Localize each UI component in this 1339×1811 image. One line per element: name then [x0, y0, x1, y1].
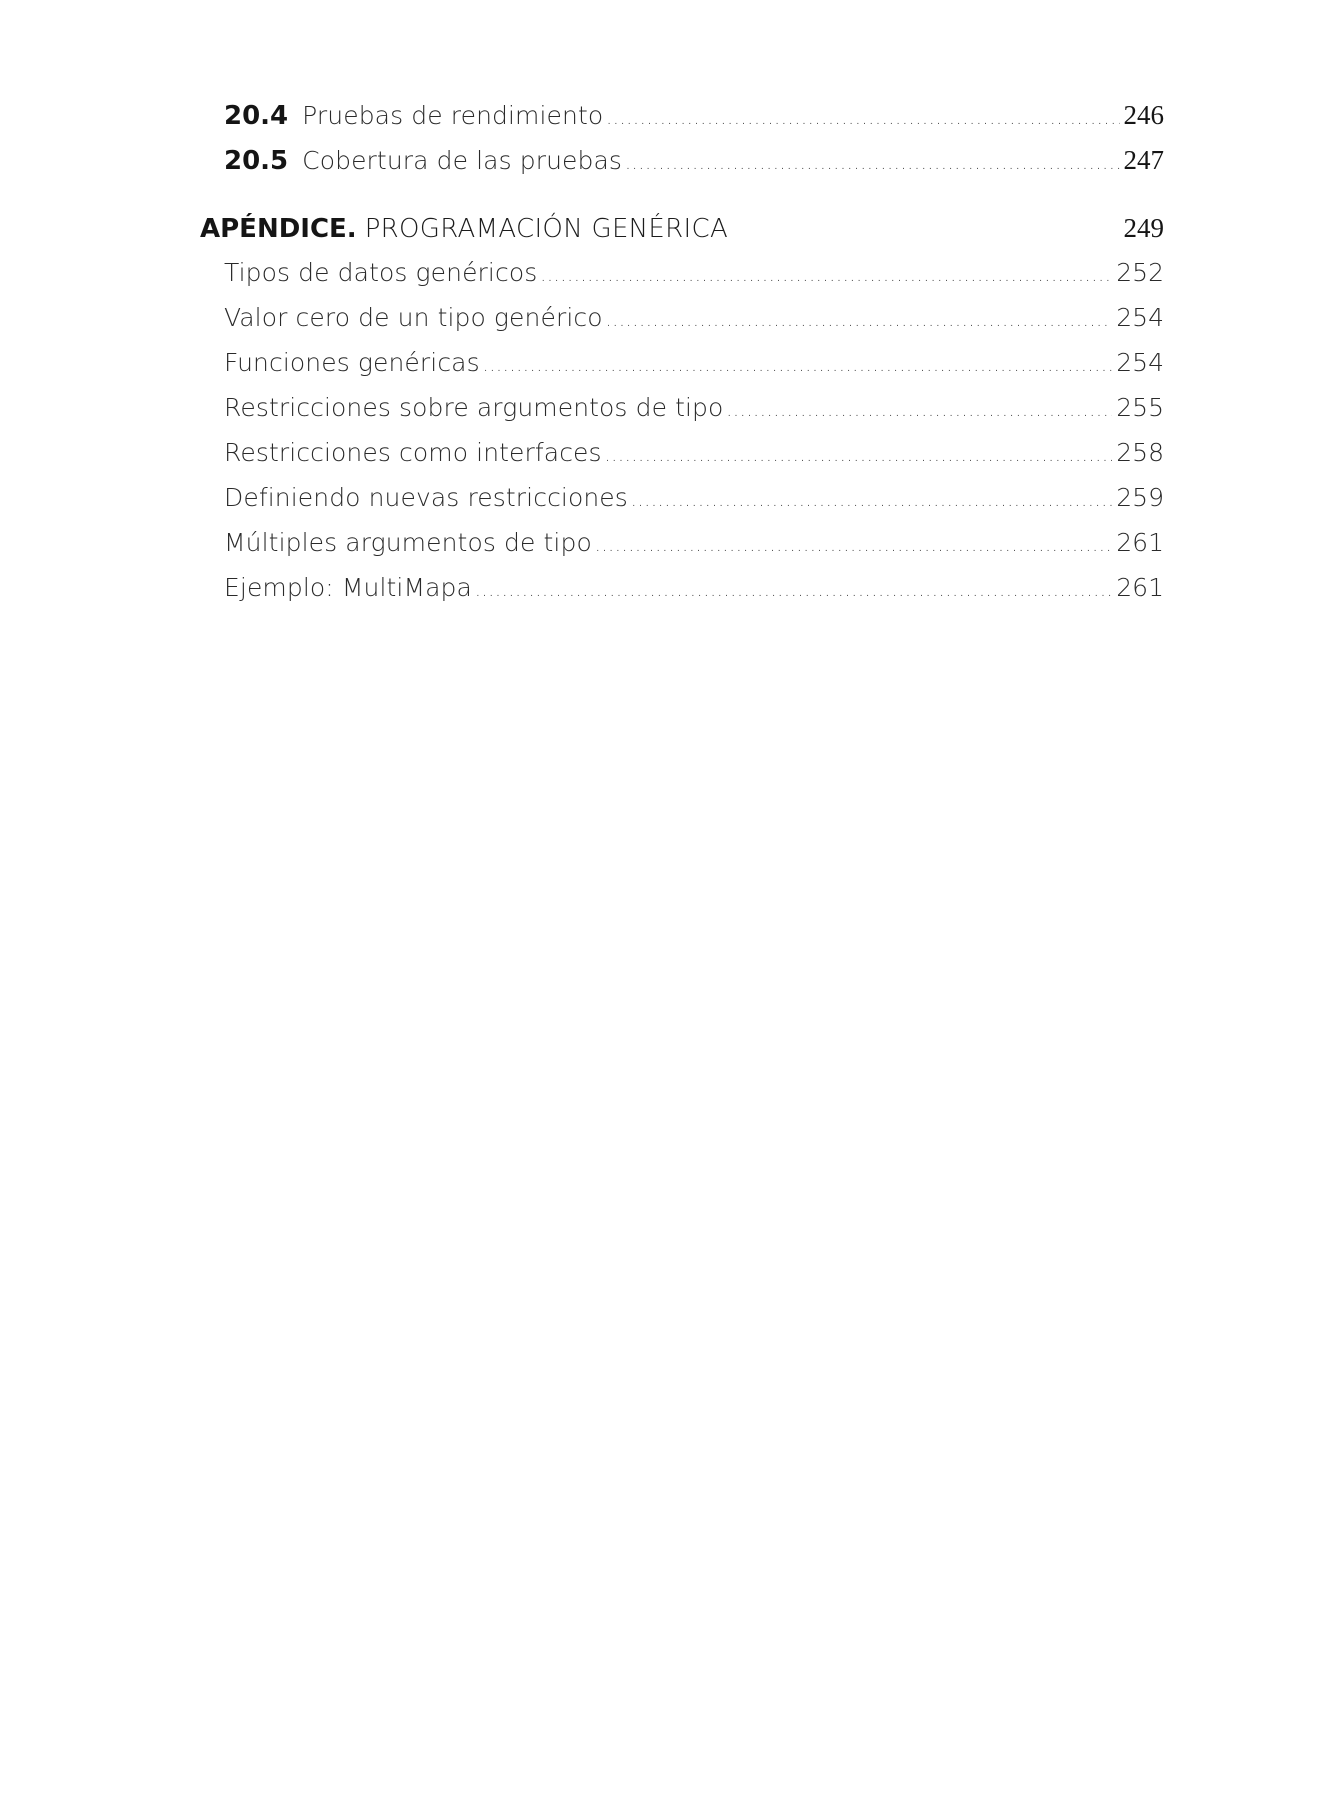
toc-entry-appendix-item[interactable]	[224, 253, 1164, 293]
dot-leader	[483, 346, 1113, 386]
dot-leader	[595, 526, 1112, 566]
toc-entry-appendix-item[interactable]	[224, 478, 1164, 518]
entry-title: Restricciones como interfaces	[224, 438, 602, 467]
dot-leader	[631, 481, 1112, 521]
page-number: 249	[1123, 213, 1164, 243]
entry-title: Valor cero de un tipo genérico	[224, 303, 603, 332]
section-title: Cobertura de las pruebas	[302, 146, 623, 175]
toc-entry-section-20-4[interactable]	[224, 95, 1164, 135]
page-number: 254	[1116, 348, 1164, 377]
page-number: 255	[1116, 393, 1164, 422]
page-number: 259	[1116, 483, 1164, 512]
appendix-title: PROGRAMACIÓN GENÉRICA	[364, 214, 729, 244]
toc-entry-appendix-item[interactable]	[224, 298, 1164, 338]
page-number: 254	[1116, 303, 1164, 332]
entry-title: Ejemplo: MultiMapa	[224, 573, 472, 602]
entry-title: Tipos de datos genéricos	[224, 258, 538, 287]
toc-entry-appendix-item[interactable]	[224, 343, 1164, 383]
dot-leader	[606, 301, 1113, 341]
dot-leader	[475, 571, 1112, 611]
page-number: 252	[1116, 258, 1164, 287]
section-number: 20.4	[224, 101, 289, 131]
page-number: 261	[1116, 528, 1164, 557]
toc-entry-appendix[interactable]	[200, 208, 1164, 248]
dot-leader	[605, 436, 1113, 476]
toc-entry-appendix-item[interactable]	[224, 523, 1164, 563]
dot-leader	[606, 99, 1119, 139]
toc-entry-appendix-item[interactable]	[224, 433, 1164, 473]
dot-leader	[540, 256, 1112, 296]
toc-entry-section-20-5[interactable]	[224, 140, 1164, 180]
page-number: 261	[1116, 573, 1164, 602]
toc-entry-appendix-item[interactable]	[224, 388, 1164, 428]
section-number: 20.5	[224, 146, 289, 176]
page-number: 258	[1116, 438, 1164, 467]
appendix-label: APÉNDICE.	[200, 214, 357, 244]
entry-title: Restricciones sobre argumentos de tipo	[224, 393, 724, 422]
section-title: Pruebas de rendimiento	[302, 101, 604, 130]
page-number: 247	[1123, 145, 1164, 175]
dot-leader	[625, 144, 1119, 184]
toc-entry-appendix-item[interactable]	[224, 568, 1164, 608]
page-number: 246	[1123, 100, 1164, 130]
dot-leader	[726, 391, 1112, 431]
entry-title: Múltiples argumentos de tipo	[224, 528, 592, 557]
entry-title: Funciones genéricas	[224, 348, 480, 377]
entry-title: Definiendo nuevas restricciones	[224, 483, 628, 512]
